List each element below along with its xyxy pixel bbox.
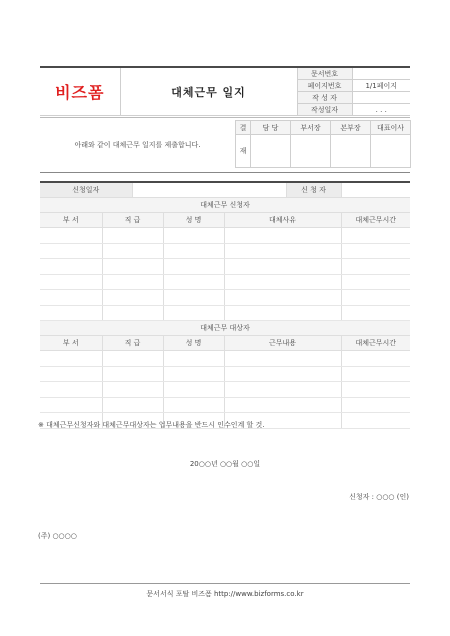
col-header-department: 부 서 <box>40 336 102 351</box>
table-cell[interactable] <box>40 397 102 413</box>
table-cell[interactable] <box>163 259 224 275</box>
table-cell[interactable] <box>341 351 410 367</box>
table-cell[interactable] <box>40 382 102 398</box>
table-cell[interactable] <box>163 243 224 259</box>
table-row <box>40 274 410 290</box>
divider <box>40 583 410 584</box>
company-name: (주) ○○○○ <box>38 532 77 540</box>
table-cell[interactable] <box>224 274 341 290</box>
table-cell[interactable] <box>102 228 163 244</box>
table-row <box>40 228 410 244</box>
meta-label-author: 작 성 자 <box>297 92 352 104</box>
table-cell[interactable] <box>102 305 163 321</box>
meta-label-date: 작성일자 <box>297 104 352 116</box>
table-cell[interactable] <box>341 274 410 290</box>
table-row <box>40 290 410 306</box>
col-header-name: 성 명 <box>163 213 224 228</box>
approval-side-bottom: 재 <box>236 135 251 168</box>
table-cell[interactable] <box>341 243 410 259</box>
table-row <box>40 243 410 259</box>
table-cell[interactable] <box>40 243 102 259</box>
table-cell[interactable] <box>224 305 341 321</box>
divider <box>40 172 410 173</box>
table-cell[interactable] <box>224 228 341 244</box>
table-cell[interactable] <box>40 290 102 306</box>
col-header-time: 대체근무시간 <box>341 336 410 351</box>
table-cell[interactable] <box>163 366 224 382</box>
approval-col-division-head: 본부장 <box>331 121 371 135</box>
approval-side-top: 결 <box>236 121 251 135</box>
col-header-department: 부 서 <box>40 213 102 228</box>
table-cell[interactable] <box>163 382 224 398</box>
table-cell[interactable] <box>40 305 102 321</box>
meta-value-page-number: 1/1페이지 <box>352 80 410 92</box>
meta-value-date: . . . <box>352 104 410 116</box>
table-row <box>40 382 410 398</box>
meta-label-doc-number: 문서번호 <box>297 67 352 80</box>
approval-box <box>235 120 411 168</box>
table-cell[interactable] <box>224 290 341 306</box>
applicant-field[interactable] <box>341 182 410 198</box>
approval-col-ceo: 대표이사 <box>371 121 411 135</box>
table-cell[interactable] <box>102 382 163 398</box>
approval-sign-cell[interactable] <box>291 135 331 168</box>
table-cell[interactable] <box>40 228 102 244</box>
table-cell[interactable] <box>341 366 410 382</box>
table-cell[interactable] <box>341 397 410 413</box>
document-title: 대체근무 일지 <box>120 67 297 116</box>
approval-sign-cell[interactable] <box>331 135 371 168</box>
table-cell[interactable] <box>102 274 163 290</box>
table-cell[interactable] <box>40 351 102 367</box>
col-header-time: 대체근무시간 <box>341 213 410 228</box>
col-header-rank: 직 급 <box>102 213 163 228</box>
signer-line: 신청자 : ○○○ (인) <box>349 493 409 501</box>
table-cell[interactable] <box>163 305 224 321</box>
table-cell[interactable] <box>102 259 163 275</box>
table-cell[interactable] <box>102 290 163 306</box>
approval-col-dept-head: 부서장 <box>291 121 331 135</box>
table-cell[interactable] <box>224 397 341 413</box>
applicant-label: 신 청 자 <box>286 182 341 198</box>
section-title-target: 대체근무 대상자 <box>40 321 410 336</box>
table-cell[interactable] <box>40 366 102 382</box>
meta-value-doc-number <box>352 67 410 80</box>
section-title-applicant: 대체근무 신청자 <box>40 198 410 213</box>
table-cell[interactable] <box>163 274 224 290</box>
date-line: 20○○년 ○○월 ○○일 <box>189 460 261 468</box>
table-row <box>40 259 410 275</box>
table-cell[interactable] <box>40 274 102 290</box>
table-cell[interactable] <box>341 228 410 244</box>
col-header-name: 성 명 <box>163 336 224 351</box>
request-date-field[interactable] <box>132 182 286 198</box>
table-cell[interactable] <box>163 397 224 413</box>
table-cell[interactable] <box>341 413 410 429</box>
handover-note: ※ 대체근무신청자와 대체근무대상자는 업무내용을 반드시 인수인계 할 것. <box>38 421 265 429</box>
table-cell[interactable] <box>102 351 163 367</box>
brand-logo: 비즈폼 <box>40 67 120 116</box>
approval-sign-cell[interactable] <box>251 135 291 168</box>
table-cell[interactable] <box>102 397 163 413</box>
work-log-table <box>40 181 410 429</box>
meta-value-author <box>352 92 410 104</box>
table-cell[interactable] <box>40 259 102 275</box>
approval-sign-cell[interactable] <box>371 135 411 168</box>
table-cell[interactable] <box>163 351 224 367</box>
col-header-reason: 대체사유 <box>224 213 341 228</box>
table-cell[interactable] <box>224 382 341 398</box>
approval-col-staff: 담 당 <box>251 121 291 135</box>
col-header-work: 근무내용 <box>224 336 341 351</box>
table-cell[interactable] <box>224 243 341 259</box>
table-row <box>40 397 410 413</box>
table-cell[interactable] <box>224 259 341 275</box>
table-cell[interactable] <box>224 351 341 367</box>
table-cell[interactable] <box>224 366 341 382</box>
meta-label-page-number: 페이지번호 <box>297 80 352 92</box>
footer-text: 문서서식 포탈 비즈폼 http://www.bizforms.co.kr <box>146 590 304 598</box>
table-cell[interactable] <box>341 382 410 398</box>
table-cell[interactable] <box>102 366 163 382</box>
table-cell[interactable] <box>163 290 224 306</box>
table-cell[interactable] <box>341 259 410 275</box>
table-cell[interactable] <box>341 290 410 306</box>
request-date-label: 신청일자 <box>40 182 132 198</box>
table-row <box>40 366 410 382</box>
table-cell[interactable] <box>163 228 224 244</box>
col-header-rank: 직 급 <box>102 336 163 351</box>
table-cell[interactable] <box>341 305 410 321</box>
intro-text: 아래와 같이 대체근무 일지를 제출합니다. <box>74 141 201 149</box>
table-row <box>40 305 410 321</box>
table-row <box>40 351 410 367</box>
document-header <box>40 66 410 116</box>
table-cell[interactable] <box>102 243 163 259</box>
